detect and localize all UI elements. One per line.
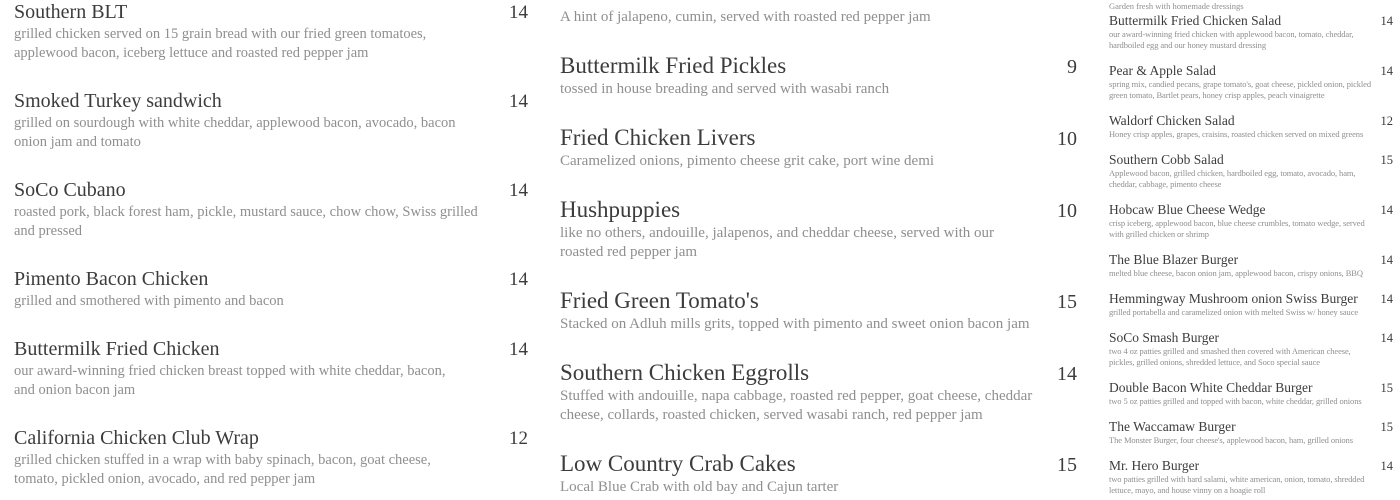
- menu-item: [560, 0, 1077, 27]
- item-title: Double Bacon White Cheddar Burger: [1109, 380, 1313, 395]
- item-price: 14: [1380, 292, 1393, 306]
- item-header: [1109, 458, 1393, 474]
- item-title: California Chicken Club Wrap: [14, 427, 259, 449]
- item-header: [560, 450, 1077, 478]
- item-description-line: roasted red pepper jam: [560, 244, 698, 260]
- item-price: 15: [1057, 291, 1077, 313]
- item-description-line: grilled on sourdough with white cheddar, applewood bacon, avocado, bacon: [14, 115, 456, 131]
- item-header: [560, 287, 1077, 315]
- menu-item: [560, 359, 1077, 425]
- menu-item: [1109, 419, 1393, 446]
- item-description-line: spring mix, candied pecans, grape tomato's, goat cheese, pickled onion, pickled: [1109, 79, 1372, 89]
- menu-item: [560, 124, 1077, 171]
- item-description-line: hardboiled egg and our honey mustard dressing: [1109, 40, 1266, 50]
- item-price: 14: [509, 91, 528, 112]
- item-price: 12: [1380, 114, 1393, 128]
- item-header: [14, 267, 528, 292]
- item-header: [1109, 113, 1393, 129]
- item-header: [1109, 291, 1393, 307]
- item-description-line: roasted pork, black forest ham, pickle, mustard sauce, chow chow, Swiss grilled: [14, 204, 478, 220]
- item-title: Hobcaw Blue Cheese Wedge: [1109, 202, 1266, 217]
- menu-item: [14, 267, 528, 311]
- item-title: Low Country Crab Cakes: [560, 451, 796, 476]
- menu-item: [1109, 458, 1393, 496]
- item-description-line: Stuffed with andouille, napa cabbage, roasted red pepper, goat cheese, cheddar: [560, 388, 1033, 404]
- item-description-line: with grilled chicken or shrimp: [1109, 229, 1209, 239]
- item-header: [560, 196, 1077, 224]
- item-description-line: like no others, andouille, jalapenos, and cheddar cheese, served with our: [560, 225, 995, 241]
- item-header: [1109, 202, 1393, 218]
- item-title: Hemmingway Mushroom onion Swiss Burger: [1109, 291, 1358, 306]
- menu-item: [14, 0, 528, 63]
- item-price: 10: [1057, 200, 1077, 222]
- menu-item: [1109, 252, 1393, 279]
- menu-item: [14, 89, 528, 152]
- item-description-line: Stacked on Adluh mills grits, topped with pimento and sweet onion bacon jam: [560, 316, 1030, 332]
- section-tagline: Garden fresh with homemade dressings: [1109, 1, 1244, 11]
- item-description-line: Honey crisp apples, grapes, craisins, roasted chicken served on mixed greens: [1109, 129, 1364, 139]
- item-title: Mr. Hero Burger: [1109, 458, 1200, 473]
- appetizers-column: [560, 0, 1077, 500]
- sandwiches-column: [14, 0, 528, 500]
- item-title: The Waccamaw Burger: [1109, 419, 1236, 434]
- item-price: 14: [1380, 331, 1393, 345]
- item-header: [560, 359, 1077, 387]
- menu-item: [14, 178, 528, 241]
- item-header: [1109, 419, 1393, 435]
- menu-item: [1109, 330, 1393, 368]
- item-title: Southern BLT: [14, 1, 128, 23]
- item-description-line: tossed in house breading and served with wasabi ranch: [560, 81, 890, 97]
- item-header: [1109, 330, 1393, 346]
- item-title: Fried Chicken Livers: [560, 125, 756, 150]
- item-price: 14: [1057, 363, 1077, 385]
- menu-item: [560, 196, 1077, 262]
- item-description-line: grilled chicken stuffed in a wrap with baby spinach, bacon, goat cheese,: [14, 452, 431, 468]
- item-header: [1109, 63, 1393, 79]
- item-description-line: our award-winning fried chicken breast topped with white cheddar, bacon,: [14, 363, 446, 379]
- item-description-line: two patties grilled with hard salami, white american, onion, tomato, shredded: [1109, 474, 1365, 484]
- menu-item: [1109, 380, 1393, 407]
- item-description-line: and pressed: [14, 223, 83, 239]
- item-header: [14, 337, 528, 362]
- item-header: [1109, 13, 1393, 29]
- item-price: 14: [509, 2, 528, 23]
- item-description-line: grilled portabella and caramelized onion with melted Swiss w/ honey sauce: [1109, 307, 1359, 317]
- item-description-line: grilled and smothered with pimento and bacon: [14, 293, 284, 309]
- item-price: 15: [1380, 420, 1393, 434]
- item-description-line: pickles, grilled onions, shredded lettuce, and Soco special sauce: [1109, 357, 1320, 367]
- item-price: 15: [1380, 153, 1393, 167]
- item-title: Southern Cobb Salad: [1109, 152, 1224, 167]
- salads-burgers-column: [1109, 0, 1393, 500]
- item-title: Fried Green Tomato's: [560, 288, 759, 313]
- item-price: 9: [1067, 56, 1077, 78]
- item-description-line: crisp iceberg, applewood bacon, blue cheese crumbles, tomato wedge, served: [1109, 218, 1365, 228]
- item-title: Southern Chicken Eggrolls: [560, 360, 810, 385]
- item-description-line: two 5 oz patties grilled and topped with bacon, white cheddar, grilled onions: [1109, 396, 1362, 406]
- item-description-line: grilled chicken served on 15 grain bread with our fried green tomatoes,: [14, 26, 427, 42]
- item-description-line: lettuce, mayo, and house vinny on a hoagie roll: [1109, 485, 1266, 495]
- item-header: [1109, 152, 1393, 168]
- item-title: SoCo Cubano: [14, 179, 126, 201]
- item-price: 12: [509, 428, 528, 449]
- item-price: 14: [509, 339, 528, 360]
- menu-item: [1109, 13, 1393, 51]
- item-price: 10: [1057, 128, 1077, 150]
- item-description-line: A hint of jalapeno, cumin, served with roasted red pepper jam: [560, 9, 931, 25]
- menu-item: [1109, 63, 1393, 101]
- item-description-line: onion jam and tomato: [14, 134, 141, 150]
- item-description-line: green tomato, Bartlet pears, honey crisp apples, peach vinaigrette: [1109, 90, 1325, 100]
- menu-item: [1109, 152, 1393, 190]
- item-title: Pear & Apple Salad: [1109, 63, 1216, 78]
- item-title: Buttermilk Fried Chicken Salad: [1109, 13, 1282, 28]
- item-description-line: Applewood bacon, grilled chicken, hardboiled egg, tomato, avocado, ham,: [1109, 168, 1356, 178]
- item-header: [14, 178, 528, 203]
- item-price: 15: [1380, 381, 1393, 395]
- item-price: 14: [1380, 14, 1393, 28]
- item-header: [14, 0, 528, 25]
- item-description-line: The Monster Burger, four cheese's, applewood bacon, ham, grilled onions: [1109, 435, 1353, 445]
- item-title: SoCo Smash Burger: [1109, 330, 1220, 345]
- item-header: [14, 426, 528, 451]
- menu-item: [560, 287, 1077, 334]
- item-description-line: applewood bacon, iceberg lettuce and roasted red pepper jam: [14, 45, 369, 61]
- item-title: Smoked Turkey sandwich: [14, 90, 222, 112]
- menu-item: [14, 337, 528, 400]
- item-description-line: cheddar, cabbage, pimento cheese: [1109, 179, 1222, 189]
- item-price: 14: [1380, 459, 1393, 473]
- item-description-line: melted blue cheese, bacon onion jam, applewood bacon, crispy onions, BBQ: [1109, 268, 1363, 278]
- item-header: [14, 89, 528, 114]
- item-price: 15: [1057, 454, 1077, 476]
- item-title: Waldorf Chicken Salad: [1109, 113, 1235, 128]
- item-description-line: tomato, pickled onion, avocado, and red pepper jam: [14, 471, 316, 487]
- item-description-line: two 4 oz patties grilled and smashed then covered with American cheese,: [1109, 346, 1351, 356]
- item-description-line: cheese, collards, roasted chicken, served wasabi ranch, red pepper jam: [560, 407, 983, 423]
- menu-item: [1109, 113, 1393, 140]
- item-header: [560, 124, 1077, 152]
- item-header: [1109, 252, 1393, 268]
- menu-item: [1109, 202, 1393, 240]
- item-header: [1109, 380, 1393, 396]
- item-description-line: Caramelized onions, pimento cheese grit cake, port wine demi: [560, 153, 935, 169]
- item-price: 14: [1380, 64, 1393, 78]
- menu-item: [560, 52, 1077, 99]
- item-description-line: our award-winning fried chicken with applewood bacon, tomato, cheddar,: [1109, 29, 1354, 39]
- menu-item: [560, 450, 1077, 497]
- item-description-line: Local Blue Crab with old bay and Cajun tarter: [560, 479, 839, 495]
- item-description-line: and onion bacon jam: [14, 382, 136, 398]
- item-title: Buttermilk Fried Chicken: [14, 338, 220, 360]
- item-price: 14: [1380, 253, 1393, 267]
- item-title: Pimento Bacon Chicken: [14, 268, 209, 290]
- item-price: 14: [1380, 203, 1393, 217]
- item-header: [560, 52, 1077, 80]
- menu-item: [1109, 291, 1393, 318]
- item-title: Hushpuppies: [560, 197, 681, 222]
- item-title: Buttermilk Fried Pickles: [560, 53, 787, 78]
- item-price: 14: [509, 269, 528, 290]
- item-price: 14: [509, 180, 528, 201]
- menu-item: [14, 426, 528, 489]
- item-title: The Blue Blazer Burger: [1109, 252, 1239, 267]
